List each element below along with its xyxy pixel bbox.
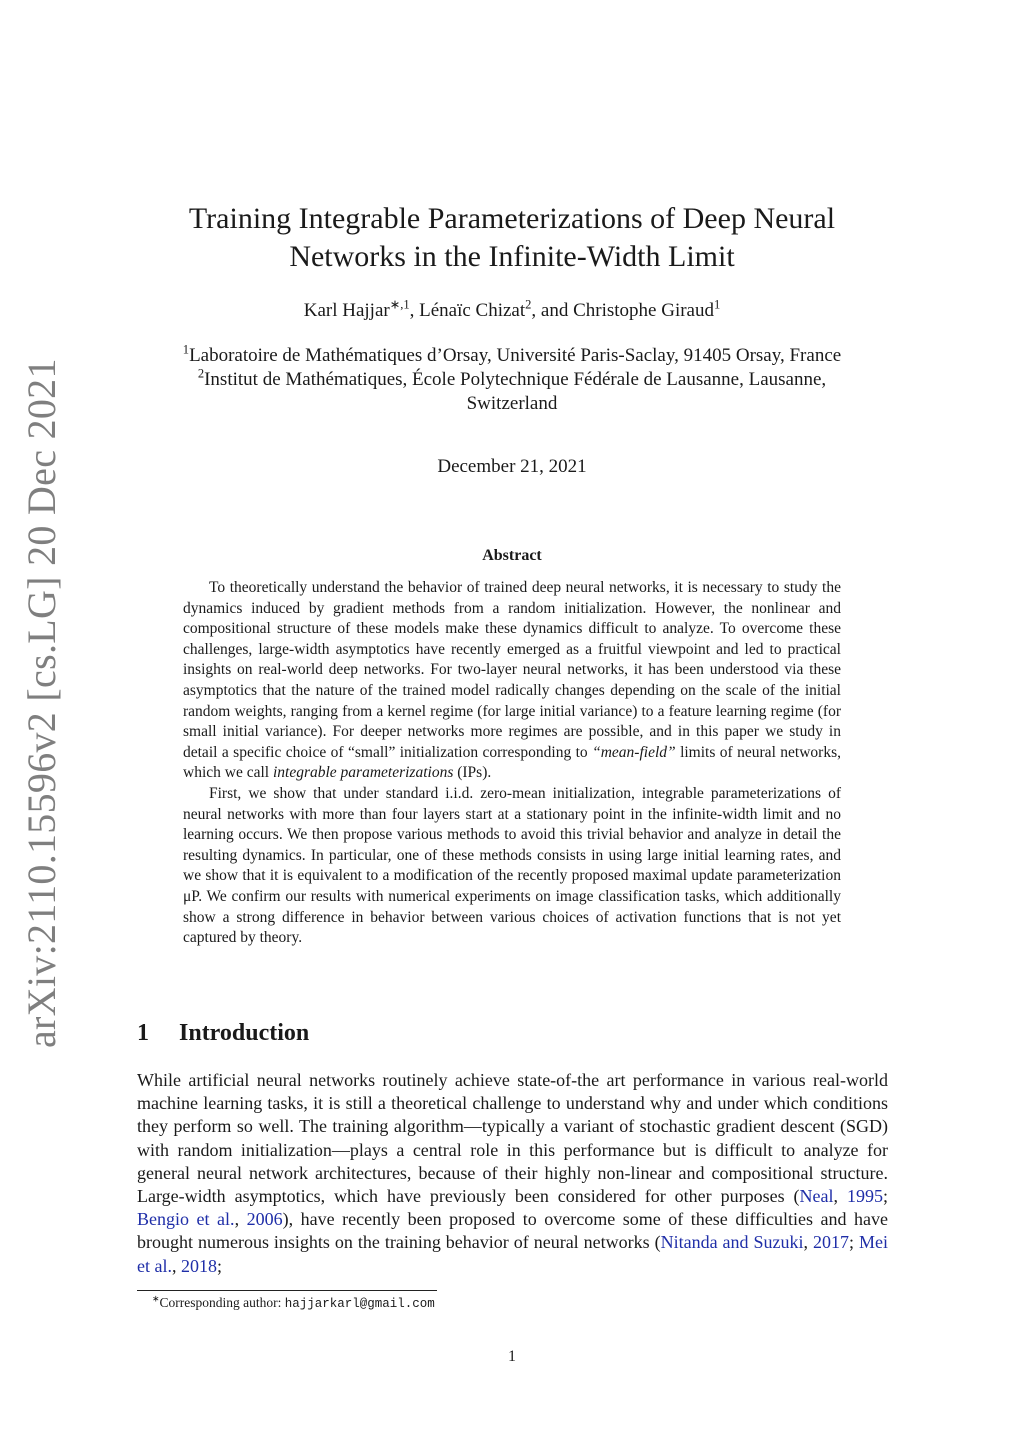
citation-link[interactable]: Nitanda and Suzuki xyxy=(660,1232,804,1253)
page-number: 1 xyxy=(508,1348,516,1365)
footnote-divider xyxy=(137,1290,437,1291)
citation-link[interactable]: 2017 xyxy=(813,1232,850,1253)
footnote-mark: ∗ xyxy=(152,1293,160,1304)
citation-link[interactable]: 2006 xyxy=(246,1209,283,1230)
citation-separator: ; xyxy=(216,1255,222,1276)
citation-link[interactable]: 1995 xyxy=(847,1186,883,1207)
author-separator: , xyxy=(409,300,420,321)
affiliation-mark: 2 xyxy=(197,366,205,381)
author-name: Karl Hajjar xyxy=(303,300,390,321)
paper-title xyxy=(140,200,884,276)
abstract-italic-term: “mean-field” xyxy=(592,743,676,761)
citation-link[interactable]: Neal xyxy=(799,1186,834,1207)
section-title: Introduction xyxy=(179,1020,310,1046)
citation-separator: ; xyxy=(849,1232,859,1253)
author-separator: , and xyxy=(531,300,574,321)
introduction-body xyxy=(137,1069,888,1278)
affiliation-1 xyxy=(134,344,890,368)
citation-separator: , xyxy=(803,1232,814,1253)
affiliation-2-continued: Switzerland xyxy=(466,393,558,414)
intro-text: While artificial neural networks routinely achieve state-of-the art performance in various real-world machine learning tasks, it is still a theoretical challenge to understand why and under which conditions they perform so well. The training algorithm—typically a variant of stochastic gradient descent (SGD) with random initialization—plays a central role in this performance but is difficult to analyze for general neural network architectures, because of their highly non-linear and compositional structure. Large-width asymptotics, which have previously been considered for other purposes ( xyxy=(137,1070,888,1207)
section-number: 1 xyxy=(137,1020,149,1046)
arxiv-identifier-stamp: arXiv:2110.15596v2 [cs.LG] 20 Dec 2021 xyxy=(19,358,64,1048)
abstract-body xyxy=(183,578,841,949)
abstract-paragraph: First, we show that under standard i.i.d. zero-mean initialization, integrable parameterizations of neural networks with more than four layers start at a stationary point in the infinite-width limit and no learning occurs. We then propose various methods to avoid this trivial behavior and analyze in detail the resulting dynamics. In particular, one of these methods consists in using large initial learning rates, and we show that it is equivalent to a modification of the recently proposed maximal update parameterization μP. We confirm our results with numerical experiments on image classification tasks, which additionally show a strong difference in behavior between various choices of activation functions that is not yet captured by theory. xyxy=(183,784,841,947)
footnote-text: Corresponding author: xyxy=(159,1295,285,1310)
abstract-heading: Abstract xyxy=(482,547,542,564)
citation-link[interactable]: Bengio et al. xyxy=(137,1209,235,1230)
intro-paragraph xyxy=(137,1069,888,1278)
abstract-text: To theoretically understand the behavior of trained deep neural networks, it is necessary to study the dynamics induced by gradient methods from a random initialization. However, the nonlinear and compositional structure of these models make these dynamics difficult to analyze. To overcome these challenges, large-width asymptotics have recently emerged as a fruitful viewpoint and led to practical insights on real-world deep networks. For two-layer neural networks, it has been understood via these asymptotics that the nature of the trained model radically changes depending on the scale of the initial random weights, ranging from a kernel regime (for large initial variance) to a feature learning regime (for small initial variance). For deeper networks more regimes are possible, and in this paper we study in detail a specific choice of “small” initialization corresponding to xyxy=(183,579,841,761)
affiliation-2 xyxy=(134,368,890,392)
citation-separator: , xyxy=(171,1255,181,1276)
abstract-italic-term: integrable parameterizations xyxy=(272,764,454,782)
intro-text: ), have recently been proposed to overcome some of these difficulties and have brought numerous insights on the training behavior of neural networks ( xyxy=(137,1209,889,1253)
section-heading xyxy=(137,1020,309,1047)
citation-separator: , xyxy=(234,1209,247,1230)
author-name: Christophe Giraud xyxy=(573,300,714,321)
citation-link[interactable]: Mei et al. xyxy=(137,1232,888,1276)
affiliation-text: Institut de Mathématiques, École Polytechnique Fédérale de Lausanne, Lausanne, xyxy=(204,369,827,390)
author-list xyxy=(140,299,884,323)
author-name: Lénaïc Chizat xyxy=(419,300,526,321)
publication-date: December 21, 2021 xyxy=(437,456,587,477)
affiliations xyxy=(134,344,890,416)
title-line-2: Networks in the Infinite-Width Limit xyxy=(289,240,735,273)
abstract-paragraph xyxy=(183,578,841,784)
footnote xyxy=(152,1294,435,1313)
citation-link[interactable]: 2018 xyxy=(180,1255,217,1276)
title-line-1: Training Integrable Parameterizations of Deep Neural xyxy=(188,202,836,235)
affiliation-mark: 1 xyxy=(182,342,190,357)
author-affiliation-mark: 2 xyxy=(525,297,532,312)
author-affiliation-mark: ∗,1 xyxy=(389,297,410,312)
author-affiliation-mark: 1 xyxy=(714,297,721,312)
citation-separator: ; xyxy=(883,1186,889,1207)
abstract-text: (IPs). xyxy=(453,764,492,782)
affiliation-text: Laboratoire de Mathématiques d’Orsay, Université Paris-Saclay, 91405 Orsay, France xyxy=(189,345,842,366)
author-email[interactable]: hajjarkarl@gmail.com xyxy=(284,1297,435,1311)
citation-separator: , xyxy=(833,1186,847,1207)
abstract-text: limits of neural networks, which we call xyxy=(183,743,841,782)
